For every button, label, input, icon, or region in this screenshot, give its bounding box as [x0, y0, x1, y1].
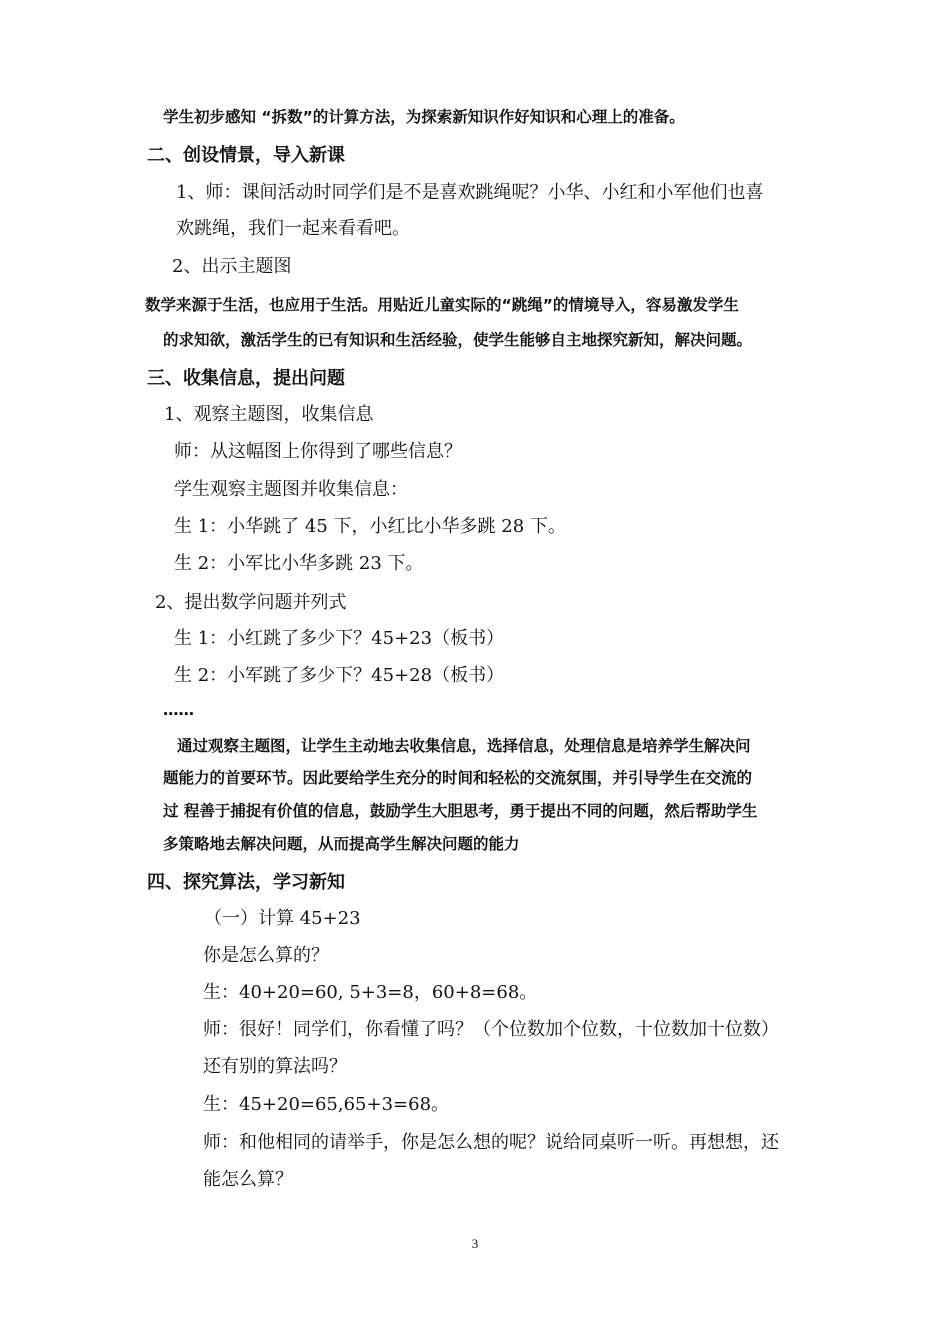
paragraph-line: （一）计算 45+23: [204, 908, 361, 929]
paragraph-line: 你是怎么算的？: [203, 945, 329, 966]
paragraph-line: 数学来源于生活，也应用于生活。用贴近儿童实际的“跳绳”的情境导入，容易激发学生: [145, 296, 739, 314]
paragraph-line: 还有别的算法吗？: [203, 1056, 347, 1077]
paragraph-line: 的求知欲，激活学生的已有知识和生活经验，使学生能够自主地探究新知，解决问题。: [163, 331, 753, 349]
paragraph-line: 生 1：小红跳了多少下？45+23（板书）: [174, 628, 505, 649]
paragraph-line: 过 程善于捕捉有价值的信息，鼓励学生大胆思考，勇于提出不同的问题，然后帮助学生: [163, 802, 758, 820]
paragraph-line: 师：和他相同的请举手，你是怎么想的呢？说给同桌听一听。再想想，还: [203, 1132, 779, 1153]
section-heading: 三、收集信息，提出问题: [147, 368, 345, 389]
paragraph-line: 生 1：小华跳了 45 下，小红比小华多跳 28 下。: [174, 516, 566, 537]
paragraph-line: 能怎么算？: [203, 1169, 293, 1190]
paragraph-line: 生 2：小军比小华多跳 23 下。: [174, 553, 424, 574]
section-heading: 四、探究算法，学习新知: [147, 872, 345, 893]
section-heading: 二、创设情景，导入新课: [147, 145, 345, 166]
paragraph-line: 欢跳绳，我们一起来看看吧。: [176, 218, 410, 239]
paragraph-line: 师：很好！同学们，你看懂了吗？（个位数加个位数，十位数加十位数）: [203, 1019, 779, 1040]
paragraph-line: 2、提出数学问题并列式: [155, 592, 347, 613]
paragraph-line: 通过观察主题图，让学生主动地去收集信息，选择信息，处理信息是培养学生解决问: [177, 737, 751, 755]
paragraph-line: 题能力的首要环节。因此要给学生充分的时间和轻松的交流氛围，并引导学生在交流的: [163, 769, 753, 787]
paragraph-line: 生 2：小军跳了多少下？45+28（板书）: [174, 665, 505, 686]
paragraph-line: 学生观察主题图并收集信息：: [174, 479, 408, 500]
paragraph-line: 生：45+20=65,65+3=68。: [203, 1094, 450, 1115]
paragraph-line: 1、师：课间活动时同学们是不是喜欢跳绳呢？小华、小红和小军他们也喜: [176, 182, 764, 203]
paragraph-line: 生：40+20=60, 5+3=8，60+8=68。: [203, 982, 538, 1003]
paragraph-line: 学生初步感知 “拆数”的计算方法，为探索新知识作好知识和心理上的准备。: [163, 108, 685, 126]
paragraph-line: ……: [163, 701, 194, 719]
paragraph-line: 多策略地去解决问题，从而提高学生解决问题的能力: [163, 835, 520, 853]
page-number: 3: [471, 1236, 479, 1251]
paragraph-line: 师：从这幅图上你得到了哪些信息？: [174, 441, 462, 462]
paragraph-line: 1、观察主题图，收集信息: [164, 404, 374, 425]
paragraph-line: 2、出示主题图: [172, 256, 292, 277]
